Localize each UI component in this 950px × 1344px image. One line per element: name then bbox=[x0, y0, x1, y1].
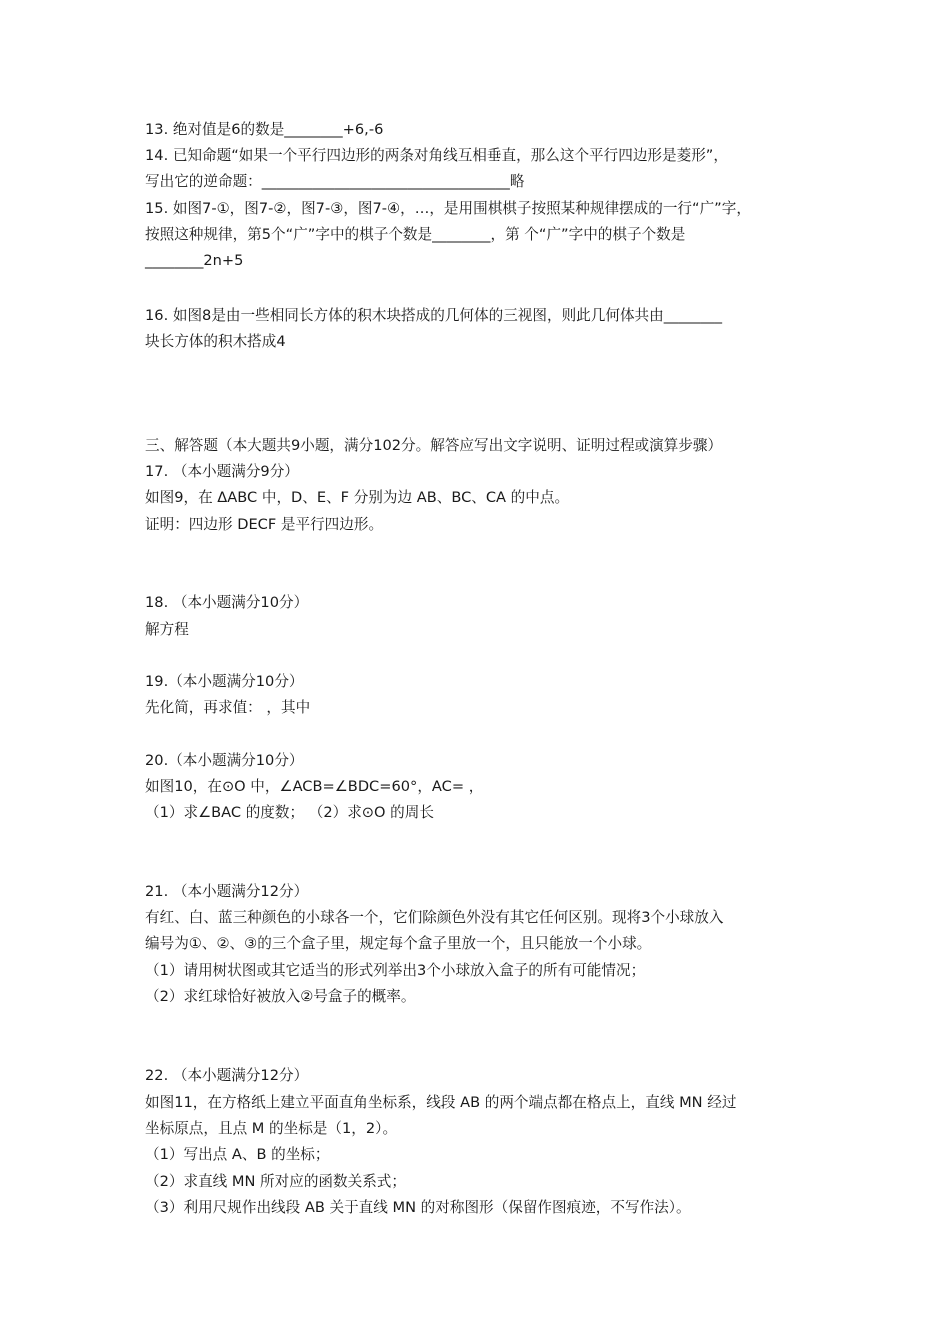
q20-line-1: 如图10，在⊙O 中，∠ACB=∠BDC=60°，AC= ， bbox=[145, 778, 484, 795]
q22-line-1: 如图11，在方格纸上建立平面直角坐标系，线段 AB 的两个端点都在格点上，直线 MN 经过 bbox=[145, 1094, 737, 1111]
q17-title: 17. （本小题满分9分） bbox=[145, 463, 299, 480]
q13-line: 13. 绝对值是6的数是________+6,-6 bbox=[145, 121, 384, 138]
q17-line-2: 证明：四边形 DECF 是平行四边形。 bbox=[145, 516, 384, 533]
q21-line-4: （2）求红球恰好被放入②号盒子的概率。 bbox=[145, 988, 416, 1005]
q22-title: 22. （本小题满分12分） bbox=[145, 1067, 309, 1084]
q18-line-1: 解方程 bbox=[145, 621, 189, 638]
q17-line-1: 如图9，在 ΔABC 中，D、E、F 分别为边 AB、BC、CA 的中点。 bbox=[145, 489, 570, 506]
q15-line-1: 15. 如图7-①，图7-②，图7-③，图7-④，…，是用围棋棋子按照某种规律摆成的一行“广”字， bbox=[145, 200, 751, 217]
q15-line-2: 按照这种规律，第5个“广”字中的棋子个数是________，第 个“广”字中的棋子个数是 bbox=[145, 226, 686, 243]
q21-line-1: 有红、白、蓝三种颜色的小球各一个，它们除颜色外没有其它任何区别。现将3个小球放入 bbox=[145, 909, 724, 926]
q20-line-2: （1）求∠BAC 的度数； （2）求⊙O 的周长 bbox=[145, 804, 434, 821]
q22-line-3: （1）写出点 A、B 的坐标； bbox=[145, 1146, 330, 1163]
q18-title: 18. （本小题满分10分） bbox=[145, 594, 309, 611]
q21-line-2: 编号为①、②、③的三个盒子里，规定每个盒子里放一个，且只能放一个小球。 bbox=[145, 935, 652, 952]
q19-title: 19.（本小题满分10分） bbox=[145, 673, 304, 690]
q21-title: 21. （本小题满分12分） bbox=[145, 883, 309, 900]
section-3-heading: 三、解答题（本大题共9小题，满分102分。解答应写出文字说明、证明过程或演算步骤） bbox=[145, 437, 723, 454]
q15-line-3: ________2n+5 bbox=[145, 252, 244, 269]
q16-line-1: 16. 如图8是由一些相同长方体的积木块搭成的几何体的三视图，则此几何体共由________ bbox=[145, 307, 723, 324]
q21-line-3: （1）请用树状图或其它适当的形式列举出3个小球放入盒子的所有可能情况； bbox=[145, 962, 646, 979]
q22-line-2: 坐标原点，且点 M 的坐标是（1，2）。 bbox=[145, 1120, 398, 1137]
q22-line-5: （3）利用尺规作出线段 AB 关于直线 MN 的对称图形（保留作图痕迹，不写作法）。 bbox=[145, 1199, 691, 1216]
q16-line-2: 块长方体的积木搭成4 bbox=[145, 333, 286, 350]
q20-title: 20.（本小题满分10分） bbox=[145, 752, 304, 769]
q19-line-1: 先化简，再求值： ，其中 bbox=[145, 699, 311, 716]
q22-line-4: （2）求直线 MN 所对应的函数关系式； bbox=[145, 1173, 406, 1190]
q14-line-2: 写出它的逆命题：__________________________________略 bbox=[145, 173, 525, 190]
q14-line-1: 14. 已知命题“如果一个平行四边形的两条对角线互相垂直，那么这个平行四边形是菱形”， bbox=[145, 147, 728, 164]
